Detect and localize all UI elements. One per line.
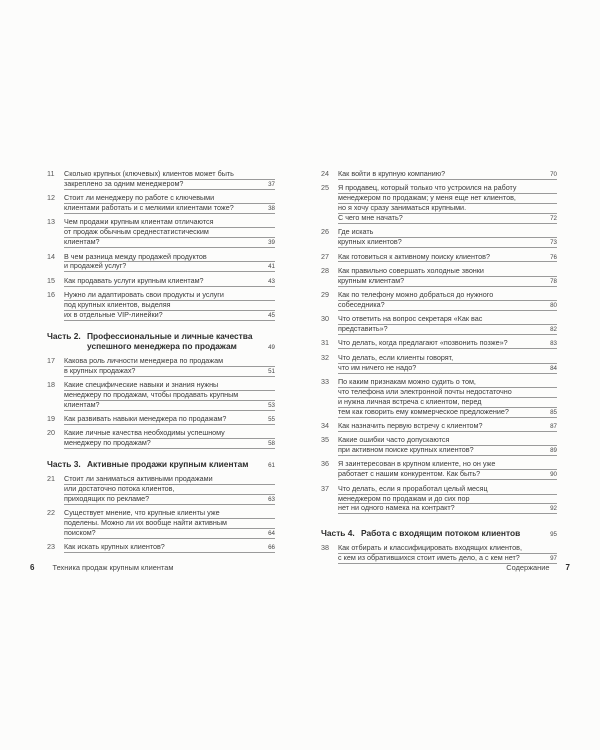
part-page-number: 61 bbox=[268, 462, 275, 470]
toc-entry-title-line: но я хочу сразу заниматься крупными. bbox=[338, 204, 557, 214]
left-page-toc bbox=[47, 170, 275, 558]
toc-entry[interactable] bbox=[321, 422, 557, 432]
toc-entry-title-line: Какие личные качества необходимы успешному bbox=[64, 429, 275, 439]
toc-entry-body bbox=[64, 357, 275, 377]
toc-entry[interactable] bbox=[321, 315, 557, 335]
toc-entry-title-line: Что делать, если я проработал целый месяц bbox=[338, 485, 557, 495]
toc-entry-title-line: в крупных продажах? bbox=[64, 367, 275, 377]
part-title: Работа с входящим потоком клиентов bbox=[361, 528, 521, 539]
toc-entry-number: 35 bbox=[321, 435, 329, 445]
toc-entry-body bbox=[338, 291, 557, 311]
part-title-line: успешного менеджера по продажам bbox=[87, 340, 237, 351]
toc-entry[interactable] bbox=[321, 184, 557, 224]
toc-entry-body bbox=[338, 339, 557, 349]
toc-entry-page-number: 80 bbox=[550, 301, 557, 309]
toc-entry-number: 24 bbox=[321, 169, 329, 178]
toc-entry-page-number: 41 bbox=[268, 263, 275, 271]
part-page-number: 95 bbox=[550, 531, 557, 539]
toc-entry-title-line: Как правильно совершать холодные звонки bbox=[338, 267, 557, 277]
toc-entry-page-number: 38 bbox=[268, 205, 275, 213]
running-title: Техника продаж крупным клиентам bbox=[52, 563, 174, 572]
toc-entry-title-line: или достаточно потока клиентов, bbox=[64, 485, 275, 495]
toc-entry-title-line: Чем продажи крупным клиентам отличаются bbox=[64, 218, 275, 228]
toc-entry-page-number: 70 bbox=[550, 171, 557, 178]
toc-entry-number: 32 bbox=[321, 352, 329, 362]
toc-entry-number: 29 bbox=[321, 290, 329, 300]
toc-entry-title-line: и нужна личная встреча с клиентом, перед bbox=[338, 398, 557, 408]
toc-entry[interactable] bbox=[47, 170, 275, 190]
toc-entry[interactable] bbox=[47, 194, 275, 214]
toc-entry-title-line: собеседника? bbox=[338, 301, 557, 311]
toc-entry-title-line: менеджеру по продажам? bbox=[64, 439, 275, 449]
toc-entry-body bbox=[338, 378, 557, 418]
toc-entry-number: 11 bbox=[47, 169, 55, 178]
part-label: Часть 3. bbox=[47, 459, 81, 470]
toc-entry[interactable] bbox=[47, 357, 275, 377]
toc-entry-page-number: 76 bbox=[550, 253, 557, 261]
toc-entry-page-number: 73 bbox=[550, 239, 557, 247]
toc-entry-title-line: менеджеру по продажам, чтобы продавать крупным bbox=[64, 391, 275, 401]
toc-entry-body bbox=[64, 509, 275, 539]
toc-entry-body bbox=[64, 170, 275, 190]
toc-entry-page-number: 43 bbox=[268, 277, 275, 285]
part-title bbox=[83, 331, 275, 351]
toc-entry-title-line: что им ничего не надо? bbox=[338, 364, 557, 374]
toc-entry-title-line: Я продавец, который только что устроился на работу bbox=[338, 184, 557, 194]
toc-entry[interactable] bbox=[321, 436, 557, 456]
toc-entry-page-number: 72 bbox=[550, 215, 557, 223]
toc-entry-number: 23 bbox=[47, 542, 55, 552]
toc-entry-body bbox=[64, 543, 275, 553]
toc-entry-body bbox=[338, 354, 557, 374]
toc-entry[interactable] bbox=[47, 543, 275, 553]
toc-entry-title-line: клиентам? bbox=[64, 401, 275, 411]
toc-entry-number: 13 bbox=[47, 217, 55, 227]
toc-group-a bbox=[47, 170, 275, 321]
toc-entry[interactable] bbox=[47, 253, 275, 273]
toc-group-e bbox=[321, 544, 557, 564]
toc-entry-page-number: 53 bbox=[268, 401, 275, 409]
toc-entry-page-number: 37 bbox=[268, 180, 275, 188]
toc-entry[interactable] bbox=[47, 429, 275, 449]
toc-entry[interactable] bbox=[47, 415, 275, 425]
toc-entry-title-line: Какова роль личности менеджера по продажам bbox=[64, 357, 275, 367]
toc-entry-page-number: 64 bbox=[268, 530, 275, 538]
toc-entry-title-line: от продаж обычным среднестатистическим bbox=[64, 228, 275, 238]
toc-entry-title-line: С чего мне начать? bbox=[338, 214, 557, 224]
toc-entry-title-line: менеджером по продажам; у меня еще нет клиентов, bbox=[338, 194, 557, 204]
toc-entry[interactable] bbox=[47, 509, 275, 539]
part-title: Активные продажи крупным клиентам bbox=[87, 459, 249, 470]
toc-entry-title-line: Как отбирать и классифицировать входящих клиентов, bbox=[338, 544, 557, 554]
toc-entry-number: 15 bbox=[47, 275, 55, 285]
toc-entry-body bbox=[338, 436, 557, 456]
toc-entry-page-number: 89 bbox=[550, 447, 557, 455]
toc-entry-page-number: 84 bbox=[550, 364, 557, 372]
toc-entry-page-number: 55 bbox=[268, 416, 275, 424]
toc-entry-title-line: с кем из обратившихся стоит иметь дело, а с кем нет? bbox=[338, 554, 557, 564]
toc-entry-number: 17 bbox=[47, 355, 55, 365]
toc-entry-number: 37 bbox=[321, 483, 329, 493]
toc-entry[interactable] bbox=[321, 170, 557, 180]
right-page-toc bbox=[321, 170, 557, 569]
toc-entry-title-line: Какие ошибки часто допускаются bbox=[338, 436, 557, 446]
toc-entry[interactable] bbox=[47, 218, 275, 248]
toc-entry-number: 27 bbox=[321, 251, 329, 261]
toc-entry-number: 22 bbox=[47, 508, 55, 518]
toc-entry-number: 34 bbox=[321, 420, 329, 430]
toc-group-b bbox=[47, 357, 275, 449]
toc-entry-body bbox=[64, 415, 275, 425]
toc-entry-number: 38 bbox=[321, 543, 329, 553]
toc-entry-number: 36 bbox=[321, 459, 329, 469]
toc-entry[interactable] bbox=[47, 291, 275, 321]
toc-entry-title-line: при активном поиске крупных клиентов? bbox=[338, 446, 557, 456]
toc-entry-title-line: Как назначить первую встречу с клиентом? bbox=[338, 422, 557, 432]
toc-entry[interactable] bbox=[321, 485, 557, 515]
toc-entry-title-line: Как развивать навыки менеджера по продажам? bbox=[64, 415, 275, 425]
toc-entry-page-number: 82 bbox=[550, 326, 557, 334]
toc-entry-page-number: 78 bbox=[550, 277, 557, 285]
toc-entry-number: 16 bbox=[47, 290, 55, 300]
toc-entry-title-line: работает с нашим конкурентом. Как быть? bbox=[338, 470, 557, 480]
running-section: Содержание bbox=[506, 563, 550, 572]
toc-entry-title-line: закреплено за одним менеджером? bbox=[64, 180, 275, 190]
part-heading-3[interactable] bbox=[47, 459, 275, 469]
part-heading-2[interactable] bbox=[47, 331, 275, 351]
toc-entry-title-line: Какие специфические навыки и знания нужны bbox=[64, 381, 275, 391]
toc-entry-number: 12 bbox=[47, 193, 55, 203]
toc-entry[interactable] bbox=[321, 460, 557, 480]
toc-entry-page-number: 63 bbox=[268, 495, 275, 503]
toc-entry[interactable] bbox=[321, 378, 557, 418]
toc-entry-page-number: 45 bbox=[268, 311, 275, 319]
part-page-number: 49 bbox=[268, 343, 275, 351]
toc-entry-title-line: Я заинтересован в крупном клиенте, но он уже bbox=[338, 460, 557, 470]
toc-entry-number: 26 bbox=[321, 227, 329, 237]
toc-entry-title-line: Как продавать услуги крупным клиентам? bbox=[64, 277, 275, 287]
toc-entry-title-line: Существует мнение, что крупные клиенты уже bbox=[64, 509, 275, 519]
toc-entry-number: 33 bbox=[321, 376, 329, 386]
toc-entry-body bbox=[338, 460, 557, 480]
toc-entry[interactable] bbox=[47, 381, 275, 411]
toc-entry-title-line: поиском? bbox=[64, 529, 275, 539]
toc-entry-title-line: Нужно ли адаптировать свои продукты и услуги bbox=[64, 291, 275, 301]
left-page-number: 6 bbox=[30, 563, 35, 572]
toc-entry[interactable] bbox=[321, 267, 557, 287]
toc-group-d bbox=[321, 170, 557, 514]
toc-entry-body bbox=[338, 184, 557, 224]
part-label: Часть 2. bbox=[47, 330, 81, 341]
toc-entry-body bbox=[64, 475, 275, 505]
toc-entry-page-number: 87 bbox=[550, 422, 557, 430]
toc-entry-body bbox=[64, 381, 275, 411]
toc-entry-body bbox=[338, 422, 557, 432]
toc-entry[interactable] bbox=[47, 277, 275, 287]
toc-entry-title-line: Что делать, когда предлагают «позвонить позже»? bbox=[338, 339, 557, 349]
toc-entry-title-line: нет ни одного намека на контракт? bbox=[338, 504, 557, 514]
toc-entry-title-line: крупным клиентам? bbox=[338, 277, 557, 287]
toc-entry-body bbox=[338, 228, 557, 248]
toc-entry-body bbox=[338, 315, 557, 335]
toc-entry-page-number: 92 bbox=[550, 505, 557, 513]
part-title-line: Профессиональные и личные качества bbox=[87, 330, 253, 341]
toc-entry-body bbox=[64, 277, 275, 287]
toc-entry-title-line: Как искать крупных клиентов? bbox=[64, 543, 275, 553]
toc-entry-page-number: 90 bbox=[550, 471, 557, 479]
toc-entry[interactable] bbox=[321, 354, 557, 374]
toc-entry-title-line: поделены. Можно ли их вообще найти активным bbox=[64, 519, 275, 529]
toc-entry-body bbox=[64, 194, 275, 214]
toc-entry[interactable] bbox=[321, 544, 557, 564]
toc-entry-title-line: под крупных клиентов, выделяя bbox=[64, 301, 275, 311]
toc-entry-title-line: крупных клиентов? bbox=[338, 238, 557, 248]
toc-entry-title-line: их в отдельные VIP-линейки? bbox=[64, 311, 275, 321]
toc-entry-body bbox=[338, 485, 557, 515]
toc-entry-page-number: 85 bbox=[550, 408, 557, 416]
toc-entry-page-number: 66 bbox=[268, 544, 275, 552]
toc-entry-title-line: Как войти в крупную компанию? bbox=[338, 170, 557, 180]
toc-entry-title-line: менеджером по продажам и до сих пор bbox=[338, 495, 557, 505]
toc-entry[interactable] bbox=[321, 291, 557, 311]
toc-entry-number: 20 bbox=[47, 428, 55, 438]
toc-entry-body bbox=[64, 218, 275, 248]
toc-entry-title-line: Что делать, если клиенты говорят, bbox=[338, 354, 557, 364]
toc-entry-title-line: клиентам? bbox=[64, 238, 275, 248]
toc-entry-number: 14 bbox=[47, 251, 55, 261]
toc-entry-body bbox=[338, 253, 557, 263]
toc-entry-title-line: приходящих по рекламе? bbox=[64, 495, 275, 505]
toc-entry-title-line: По каким признакам можно судить о том, bbox=[338, 378, 557, 388]
toc-entry-body bbox=[64, 253, 275, 273]
toc-entry-number: 19 bbox=[47, 414, 55, 424]
toc-entry-title-line: Как по телефону можно добраться до нужного bbox=[338, 291, 557, 301]
toc-entry-title-line: что телефона или электронной почты недостаточно bbox=[338, 388, 557, 398]
toc-entry[interactable] bbox=[321, 253, 557, 263]
toc-entry-title-line: Стоит ли менеджеру по работе с ключевыми bbox=[64, 194, 275, 204]
toc-entry-page-number: 51 bbox=[268, 367, 275, 375]
toc-entry[interactable] bbox=[321, 228, 557, 248]
toc-entry-body bbox=[64, 429, 275, 449]
toc-entry-number: 25 bbox=[321, 183, 329, 193]
toc-entry-title-line: представить»? bbox=[338, 325, 557, 335]
toc-entry-number: 21 bbox=[47, 474, 55, 484]
toc-entry-title-line: Что ответить на вопрос секретаря «Как вас bbox=[338, 315, 557, 325]
toc-entry-page-number: 97 bbox=[550, 555, 557, 563]
left-footer bbox=[30, 563, 173, 572]
toc-entry-title-line: клиентами работать и с мелкими клиентами тоже? bbox=[64, 204, 275, 214]
toc-entry-number: 28 bbox=[321, 265, 329, 275]
toc-group-c bbox=[47, 475, 275, 553]
toc-entry-number: 30 bbox=[321, 314, 329, 324]
toc-entry-page-number: 58 bbox=[268, 440, 275, 448]
part-heading-4[interactable] bbox=[321, 528, 557, 538]
toc-entry-title-line: Стоит ли заниматься активными продажами bbox=[64, 475, 275, 485]
toc-entry-title-line: Сколько крупных (ключевых) клиентов может быть bbox=[64, 170, 275, 180]
toc-entry-body bbox=[338, 170, 557, 180]
toc-entry-body bbox=[64, 291, 275, 321]
toc-entry-page-number: 39 bbox=[268, 239, 275, 247]
toc-entry-page-number: 83 bbox=[550, 340, 557, 348]
toc-entry-body bbox=[338, 267, 557, 287]
toc-entry-title-line: Как готовиться к активному поиску клиентов? bbox=[338, 253, 557, 263]
part-label: Часть 4. bbox=[321, 528, 355, 539]
toc-entry[interactable] bbox=[47, 475, 275, 505]
toc-entry-number: 31 bbox=[321, 338, 329, 348]
toc-entry-body bbox=[338, 544, 557, 564]
toc-entry-title-line: и продажей услуг? bbox=[64, 262, 275, 272]
toc-entry[interactable] bbox=[321, 339, 557, 349]
toc-entry-title-line: Где искать bbox=[338, 228, 557, 238]
right-footer bbox=[506, 563, 570, 572]
toc-entry-title-line: В чем разница между продажей продуктов bbox=[64, 253, 275, 263]
toc-entry-title-line: тем как говорить ему коммерческое предложение? bbox=[338, 408, 557, 418]
toc-entry-number: 18 bbox=[47, 379, 55, 389]
right-page-number: 7 bbox=[565, 563, 570, 572]
